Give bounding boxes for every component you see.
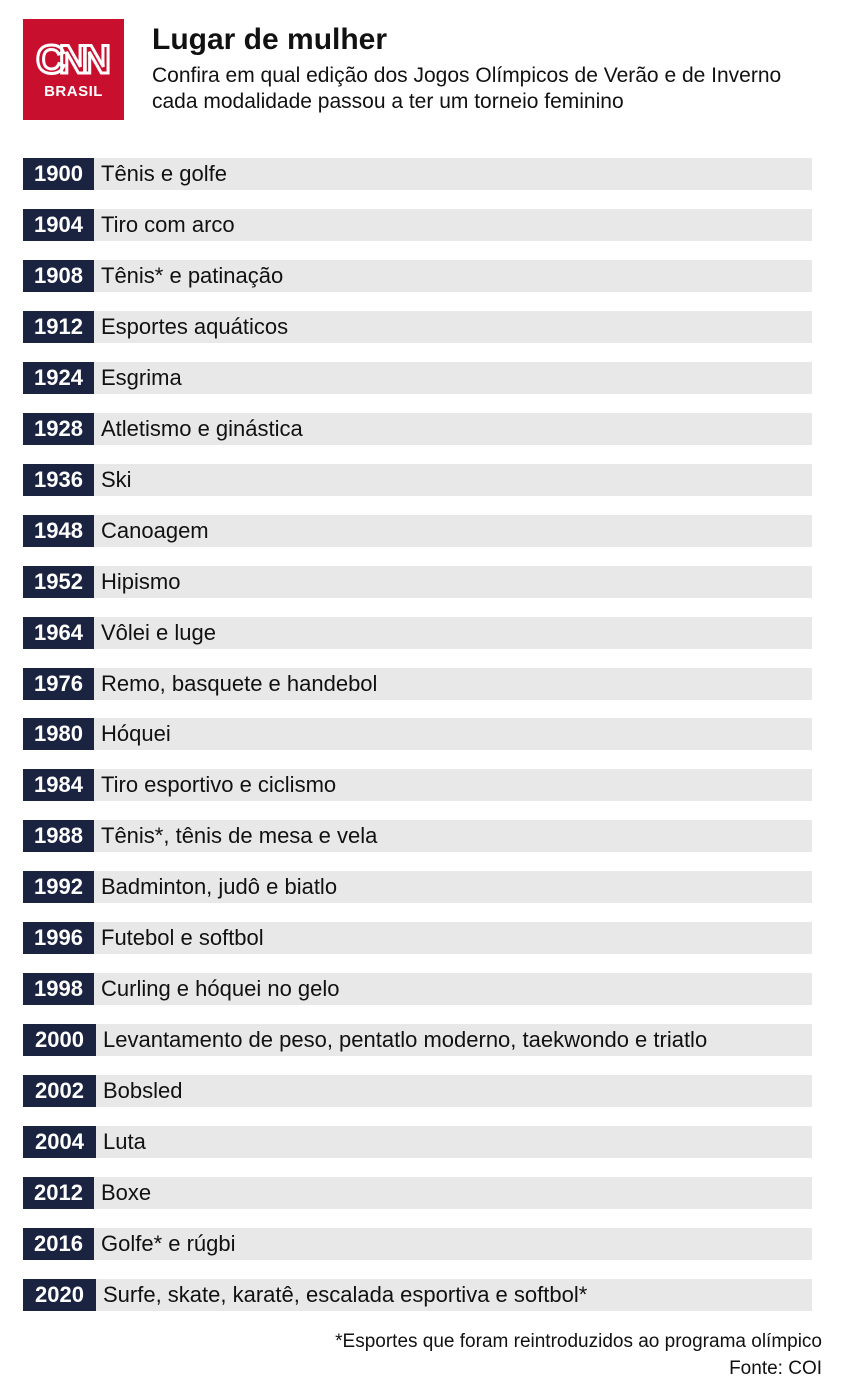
sport-label: Canoagem	[101, 517, 209, 543]
year-badge: 1952	[23, 566, 94, 598]
timeline-row	[23, 566, 812, 598]
sport-label: Badminton, judô e biatlo	[101, 874, 338, 900]
timeline-row	[23, 362, 812, 394]
sport-label: Golfe* e rúgbi	[101, 1231, 236, 1257]
year-badge: 2004	[23, 1126, 96, 1158]
sport-label: Esgrima	[101, 364, 182, 390]
timeline-row	[23, 413, 812, 445]
year-badge: 1904	[23, 209, 94, 241]
sport-label: Boxe	[101, 1180, 152, 1206]
sport-label: Surfe, skate, karatê, escalada esportiva e softbol*	[103, 1281, 588, 1307]
timeline-row	[23, 1126, 812, 1158]
year-badge: 1988	[23, 820, 94, 852]
timeline-row	[23, 260, 812, 292]
timeline-row	[23, 1279, 812, 1311]
footnote: *Esportes que foram reintroduzidos ao programa olímpico	[335, 1331, 822, 1352]
timeline-list	[23, 158, 812, 1330]
timeline-row	[23, 158, 812, 190]
timeline-row	[23, 718, 812, 750]
sport-label: Tiro esportivo e ciclismo	[101, 772, 337, 798]
sport-label: Futebol e softbol	[101, 925, 264, 951]
year-badge: 1924	[23, 362, 94, 394]
sport-label: Hóquei	[101, 721, 171, 747]
sport-label: Curling e hóquei no gelo	[101, 976, 340, 1002]
sport-label: Tênis*, tênis de mesa e vela	[101, 823, 378, 849]
timeline-row	[23, 464, 812, 496]
logo-mark: CNN	[36, 37, 105, 82]
timeline-row	[23, 1228, 812, 1260]
year-badge: 2000	[23, 1024, 96, 1056]
timeline-row	[23, 668, 812, 700]
sport-label: Atletismo e ginástica	[101, 415, 303, 441]
year-badge: 1912	[23, 311, 94, 343]
timeline-row	[23, 922, 812, 954]
page-subtitle: Confira em qual edição dos Jogos Olímpicos de Verão e de Inverno cada modalidade passou a ter um torneio feminino	[152, 64, 782, 113]
timeline-row	[23, 311, 812, 343]
sport-label: Hipismo	[101, 568, 181, 594]
sport-label: Bobsled	[103, 1078, 183, 1104]
timeline-row	[23, 1177, 812, 1209]
year-badge: 1928	[23, 413, 94, 445]
year-badge: 1984	[23, 769, 94, 801]
sport-label: Esportes aquáticos	[101, 313, 289, 339]
year-badge: 1996	[23, 922, 94, 954]
year-badge: 2002	[23, 1075, 96, 1107]
timeline-row	[23, 769, 812, 801]
year-badge: 2012	[23, 1177, 94, 1209]
year-badge: 1948	[23, 515, 94, 547]
timeline-row	[23, 209, 812, 241]
year-badge: 1998	[23, 973, 94, 1005]
timeline-row	[23, 820, 812, 852]
year-badge: 1900	[23, 158, 94, 190]
sport-label: Levantamento de peso, pentatlo moderno, taekwondo e triatlo	[103, 1027, 708, 1053]
timeline-row	[23, 1024, 812, 1056]
timeline-row	[23, 871, 812, 903]
cnn-brasil-logo	[23, 19, 124, 120]
timeline-row	[23, 515, 812, 547]
year-badge: 1964	[23, 617, 94, 649]
sport-label: Tênis* e patinação	[101, 262, 284, 288]
source-credit: Fonte: COI	[729, 1358, 822, 1379]
year-badge: 1936	[23, 464, 94, 496]
sport-label: Vôlei e luge	[101, 619, 216, 645]
timeline-row	[23, 1075, 812, 1107]
timeline-row	[23, 617, 812, 649]
year-badge: 1976	[23, 668, 94, 700]
year-badge: 1992	[23, 871, 94, 903]
sport-label: Ski	[101, 466, 132, 492]
sport-label: Remo, basquete e handebol	[101, 670, 378, 696]
logo-subtitle: BRASIL	[44, 82, 103, 100]
page-title: Lugar de mulher	[152, 23, 388, 56]
year-badge: 1980	[23, 718, 94, 750]
timeline-row	[23, 973, 812, 1005]
year-badge: 2020	[23, 1279, 96, 1311]
sport-label: Luta	[103, 1129, 146, 1155]
year-badge: 1908	[23, 260, 94, 292]
sport-label: Tiro com arco	[101, 211, 235, 237]
year-badge: 2016	[23, 1228, 94, 1260]
sport-label: Tênis e golfe	[101, 161, 227, 186]
